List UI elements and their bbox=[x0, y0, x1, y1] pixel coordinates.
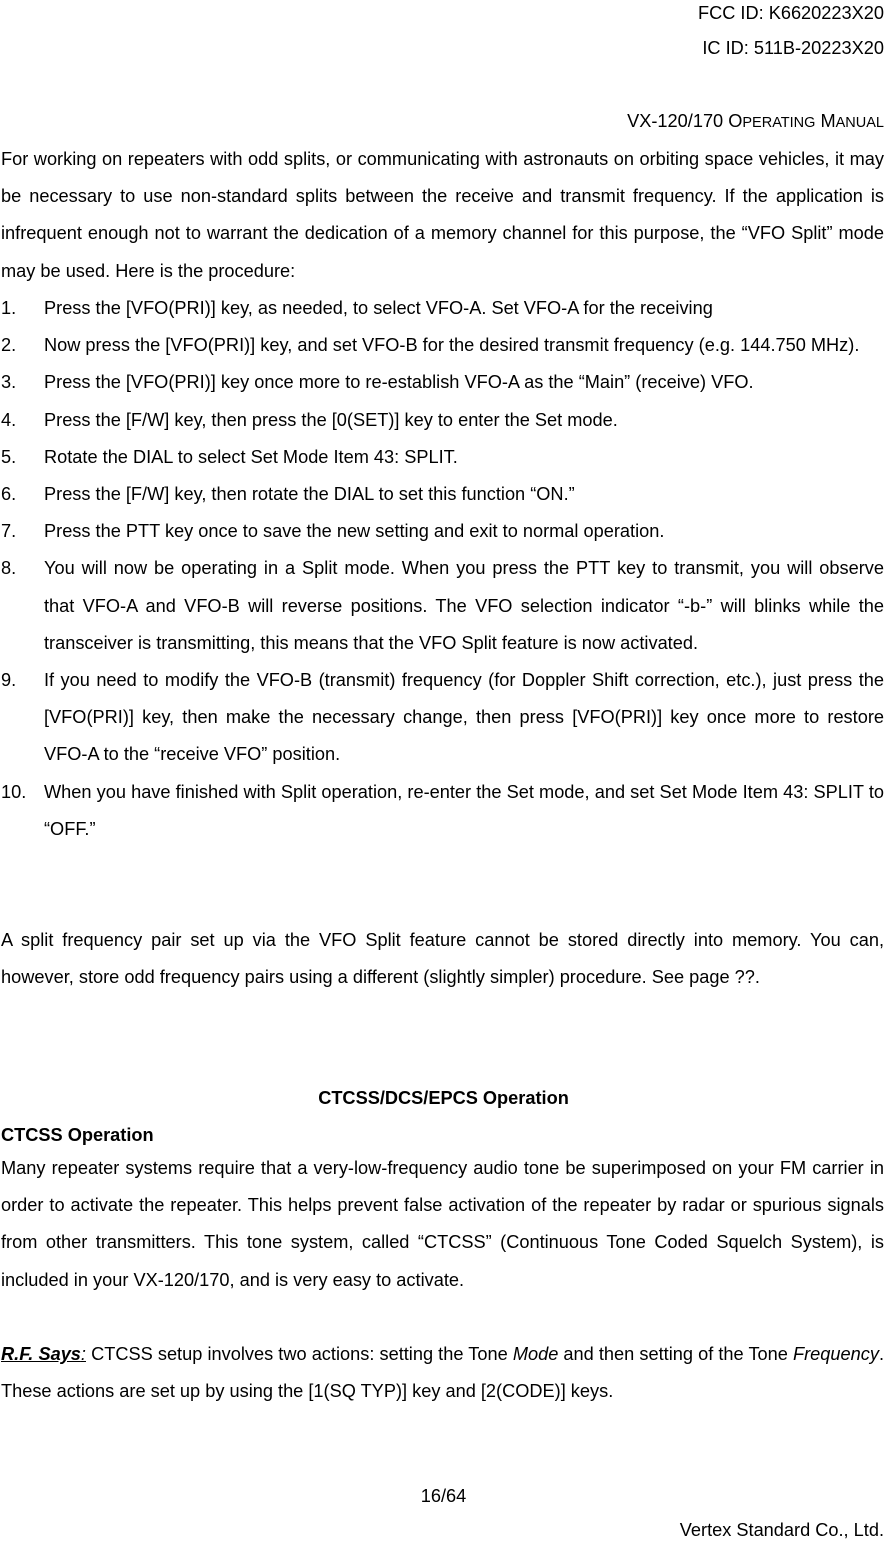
subsection-title: CTCSS Operation bbox=[1, 1125, 154, 1145]
list-item: 1. Press the [VFO(PRI)] key, as needed, to select VFO-A. Set VFO-A for the receiving bbox=[1, 298, 713, 318]
manual-title: VX-120/170 OPERATING MANUAL bbox=[627, 111, 884, 131]
company-name: Vertex Standard Co., Ltd. bbox=[679, 1520, 884, 1540]
list-item: 5. Rotate the DIAL to select Set Mode Item 43: SPLIT. bbox=[1, 446, 458, 467]
list-item: 4. Press the [F/W] key, then press the [0(SET)] key to enter the Set mode. bbox=[1, 409, 618, 430]
ctcss-paragraph: Many repeater systems require that a very-low-frequency audio tone be superimposed on your FM carrier in order to activate the repeater. This helps prevent false activation of the repeater by radar or spurious signals from other transmitters. This tone system, called “CTCSS” (Continuous Tone Coded Squelch System), is included in your VX-120/170, and is very easy to activate. bbox=[1, 1158, 884, 1290]
procedure-list bbox=[1, 290, 884, 848]
page-number: 16/64 bbox=[420, 1486, 467, 1506]
list-item: 3. Press the [VFO(PRI)] key once more to re-establish VFO-A as the “Main” (receive) VFO. bbox=[1, 372, 754, 393]
ic-id: IC ID: 511B-20223X20 bbox=[702, 38, 884, 58]
list-item: 7. Press the PTT key once to save the new setting and exit to normal operation. bbox=[1, 521, 665, 542]
list-item: 8. You will now be operating in a Split mode. When you press the PTT key to transmit, you will observe that VFO-A and VFO-B will reverse positions. The VFO selection indicator “-b-” will blinks while the transceiver is transmitting, this means that the VFO Split feature is now activated. bbox=[1, 558, 884, 653]
fcc-id: FCC ID: K6620223X20 bbox=[697, 3, 884, 23]
split-note-paragraph: A split frequency pair set up via the VFO Split feature cannot be stored directly into memory. You can, however, store odd frequency pairs using a different (slightly simpler) procedure. See page ??. bbox=[1, 930, 884, 988]
list-item: 10. When you have finished with Split operation, re-enter the Set mode, and set Set Mode Item 43: SPLIT to “OFF.” bbox=[1, 781, 884, 839]
list-item: 2. Now press the [VFO(PRI)] key, and set VFO-B for the desired transmit frequency (e.g. 144.750 MHz). bbox=[1, 335, 860, 356]
section-title: CTCSS/DCS/EPCS Operation bbox=[318, 1088, 569, 1108]
list-item: 9. If you need to modify the VFO-B (transmit) frequency (for Doppler Shift correction, etc.), just press the [VFO(PRI)] key, then make the necessary change, then press [VFO(PRI)] key once more to restore VFO-A to the “receive VFO” position. bbox=[1, 670, 884, 765]
intro-paragraph: For working on repeaters with odd splits, or communicating with astronauts on orbiting space vehicles, it may be necessary to use non-standard splits between the receive and transmit frequency. If the application is infrequent enough not to warrant the dedication of a memory channel for this purpose, the “VFO Split” mode may be used. Here is the procedure: bbox=[1, 149, 884, 281]
rf-says-paragraph: R.F. Says: CTCSS setup involves two actions: setting the Tone Mode and then setting of the Tone Frequency. These actions are set up by using the [1(SQ TYP)] key and [2(CODE)] keys. bbox=[1, 1344, 884, 1402]
list-item: 6. Press the [F/W] key, then rotate the DIAL to set this function “ON.” bbox=[1, 484, 575, 505]
